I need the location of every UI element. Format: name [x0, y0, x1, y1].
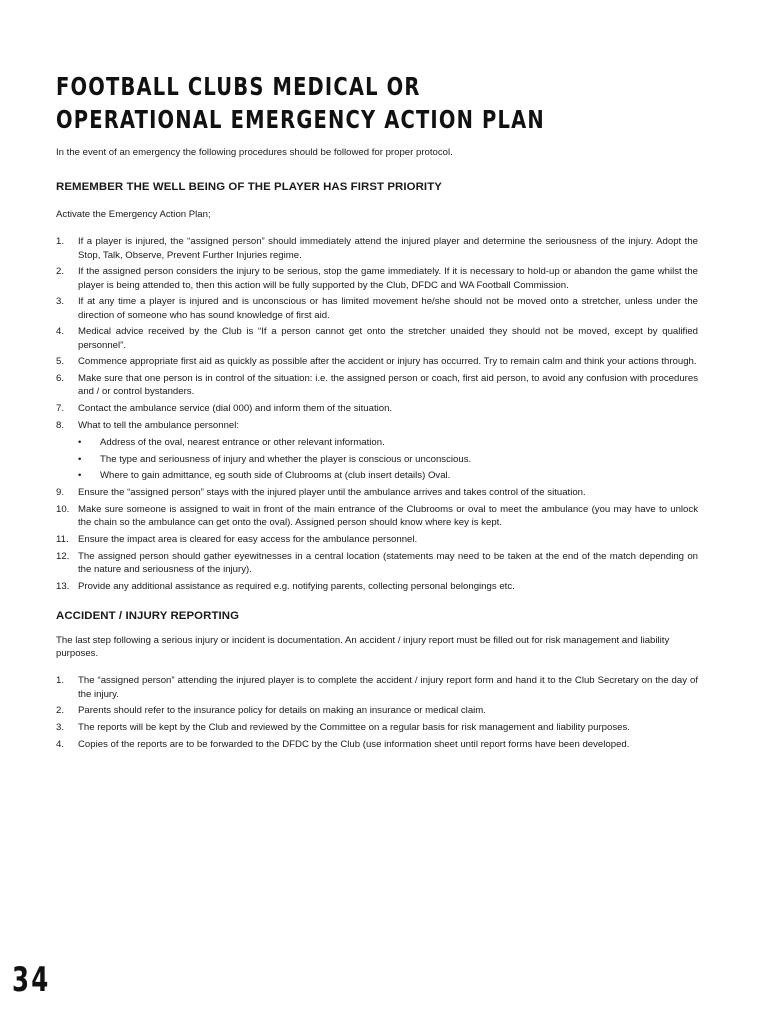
- list-item-number: 7.: [56, 403, 65, 415]
- list-item: [56, 704, 698, 717]
- list-item-number: 1.: [56, 675, 65, 687]
- bullet-text: Address of the oval, nearest entrance or other relevant information.: [100, 436, 385, 448]
- list-item-text: If at any time a player is injured and is unconscious or has limited movement he/she should not be moved onto a stretcher, unless under the direction of someone who has sound knowledge of first aid.: [78, 296, 698, 321]
- section-heading-reporting: ACCIDENT / INJURY REPORTING: [56, 609, 240, 622]
- list-item-text: Commence appropriate first aid as quickly as possible after the accident or injury has occurred. Try to remain calm and think your actions through.: [78, 356, 697, 368]
- list-item-text: Provide any additional assistance as required e.g. notifying parents, collecting personal belongings etc.: [78, 580, 515, 592]
- bullet-text: The type and seriousness of injury and whether the player is conscious or unconscious.: [100, 453, 472, 465]
- list-item-number: 10.: [56, 503, 70, 515]
- list-item-number: 2.: [56, 266, 65, 278]
- list-item-text: Make sure that one person is in control of the situation: i.e. the assigned person or coach, first aid person, to avoid any confusion with procedures and / or control bystanders.: [78, 373, 698, 398]
- list-item-number: 2.: [56, 705, 65, 717]
- list-item-text: The reports will be kept by the Club and reviewed by the Committee on a regular basis for risk management and liability purposes.: [78, 722, 630, 734]
- list-item: [56, 550, 698, 576]
- list-item: [56, 486, 698, 499]
- list-item-text: If a player is injured, the “assigned person” should immediately attend the injured player and determine the seriousness of the injury. Adopt the Stop, Talk, Observe, Prevent Further Injuries regime.: [78, 236, 698, 261]
- page-title: FOOTBALL CLUBS MEDICAL OR OPERATIONAL EMERGENCY ACTION PLAN: [56, 72, 545, 134]
- bullet-item: [78, 469, 698, 482]
- list-item: [56, 738, 698, 751]
- list-item-text: If the assigned person considers the injury to be serious, stop the game immediately. If it is necessary to hold-up or abandon the game whilst the player is being attended to, then this action will be fully supported by the Club, DFDC and WA Football Commission.: [78, 266, 698, 291]
- reporting-lead: The last step following a serious injury or incident is documentation. An accident / injury report must be filled out for risk management and liability purposes.: [56, 634, 670, 660]
- list-item-number: 3.: [56, 722, 65, 734]
- list-item-text: Make sure someone is assigned to wait in front of the main entrance of the Clubrooms or oval to meet the ambulance (you may have to unlock the chain so the ambulance can get onto the oval). Assigned person should know where key is kept.: [78, 503, 698, 529]
- document-body: [56, 146, 698, 755]
- list-item-text: Ensure the impact area is cleared for easy access for the ambulance personnel.: [78, 533, 418, 545]
- bullet-item: [78, 436, 698, 449]
- list-item: [56, 235, 698, 261]
- list-item-text: The assigned person should gather eyewitnesses in a central location (statements may need to be taken at the end of the match depending on the nature and seriousness of the injury).: [78, 550, 698, 575]
- list-item: [56, 419, 698, 483]
- list-item-text: Contact the ambulance service (dial 000) and inform them of the situation.: [78, 403, 393, 415]
- page-number: 34: [12, 960, 51, 1000]
- list-item-number: 11.: [56, 533, 69, 545]
- list-item-text: What to tell the ambulance personnel:: [78, 420, 240, 431]
- list-item-number: 6.: [56, 373, 65, 385]
- bullet-item: [78, 453, 698, 466]
- list-item: [56, 355, 698, 368]
- list-item-text: Medical advice received by the Club is “If a person cannot get onto the stretcher unaided they should not be moved, except by qualified personnel”.: [78, 326, 698, 351]
- intro-paragraph: In the event of an emergency the following procedures should be followed for proper protocol.: [56, 147, 453, 158]
- bullet-text: Where to gain admittance, eg south side of Clubrooms at (club insert details) Oval.: [100, 470, 451, 482]
- list-item: [56, 372, 698, 398]
- bullet-icon: •: [78, 436, 82, 448]
- list-item-text: Copies of the reports are to be forwarded to the DFDC by the Club (use information sheet until report forms have been developed.: [78, 738, 630, 750]
- reporting-steps-list: [56, 674, 698, 751]
- list-item: [56, 265, 698, 291]
- list-item: [56, 402, 698, 415]
- list-item-number: 8.: [56, 420, 65, 431]
- list-item-number: 4.: [56, 738, 65, 750]
- list-item-text: The “assigned person” attending the injured player is to complete the accident / injury report form and hand it to the Club Secretary on the day of the injury.: [78, 675, 698, 700]
- list-item-number: 13.: [56, 580, 70, 592]
- emergency-steps-list: [56, 235, 698, 593]
- list-item: [56, 674, 698, 700]
- list-item-text: Ensure the “assigned person” stays with the injured player until the ambulance arrives and takes control of the situation.: [78, 487, 586, 499]
- activate-plan-lead: Activate the Emergency Action Plan;: [56, 209, 211, 221]
- bullet-icon: •: [78, 470, 82, 482]
- list-item: [56, 325, 698, 351]
- list-item-number: 3.: [56, 296, 65, 308]
- list-item-text: Parents should refer to the insurance policy for details on making an insurance or medical claim.: [78, 705, 486, 717]
- list-item: [56, 503, 698, 529]
- list-item-number: 12.: [56, 550, 70, 562]
- ambulance-info-bullets: [78, 436, 698, 483]
- list-item: [56, 533, 698, 546]
- list-item-number: 4.: [56, 326, 65, 338]
- list-item-number: 1.: [56, 236, 65, 248]
- list-item: [56, 721, 698, 734]
- bullet-icon: •: [78, 453, 82, 465]
- list-item-number: 5.: [56, 356, 65, 368]
- list-item: [56, 295, 698, 321]
- section-heading-priority: REMEMBER THE WELL BEING OF THE PLAYER HAS FIRST PRIORITY: [56, 181, 442, 194]
- list-item-number: 9.: [56, 487, 65, 499]
- list-item: [56, 580, 698, 593]
